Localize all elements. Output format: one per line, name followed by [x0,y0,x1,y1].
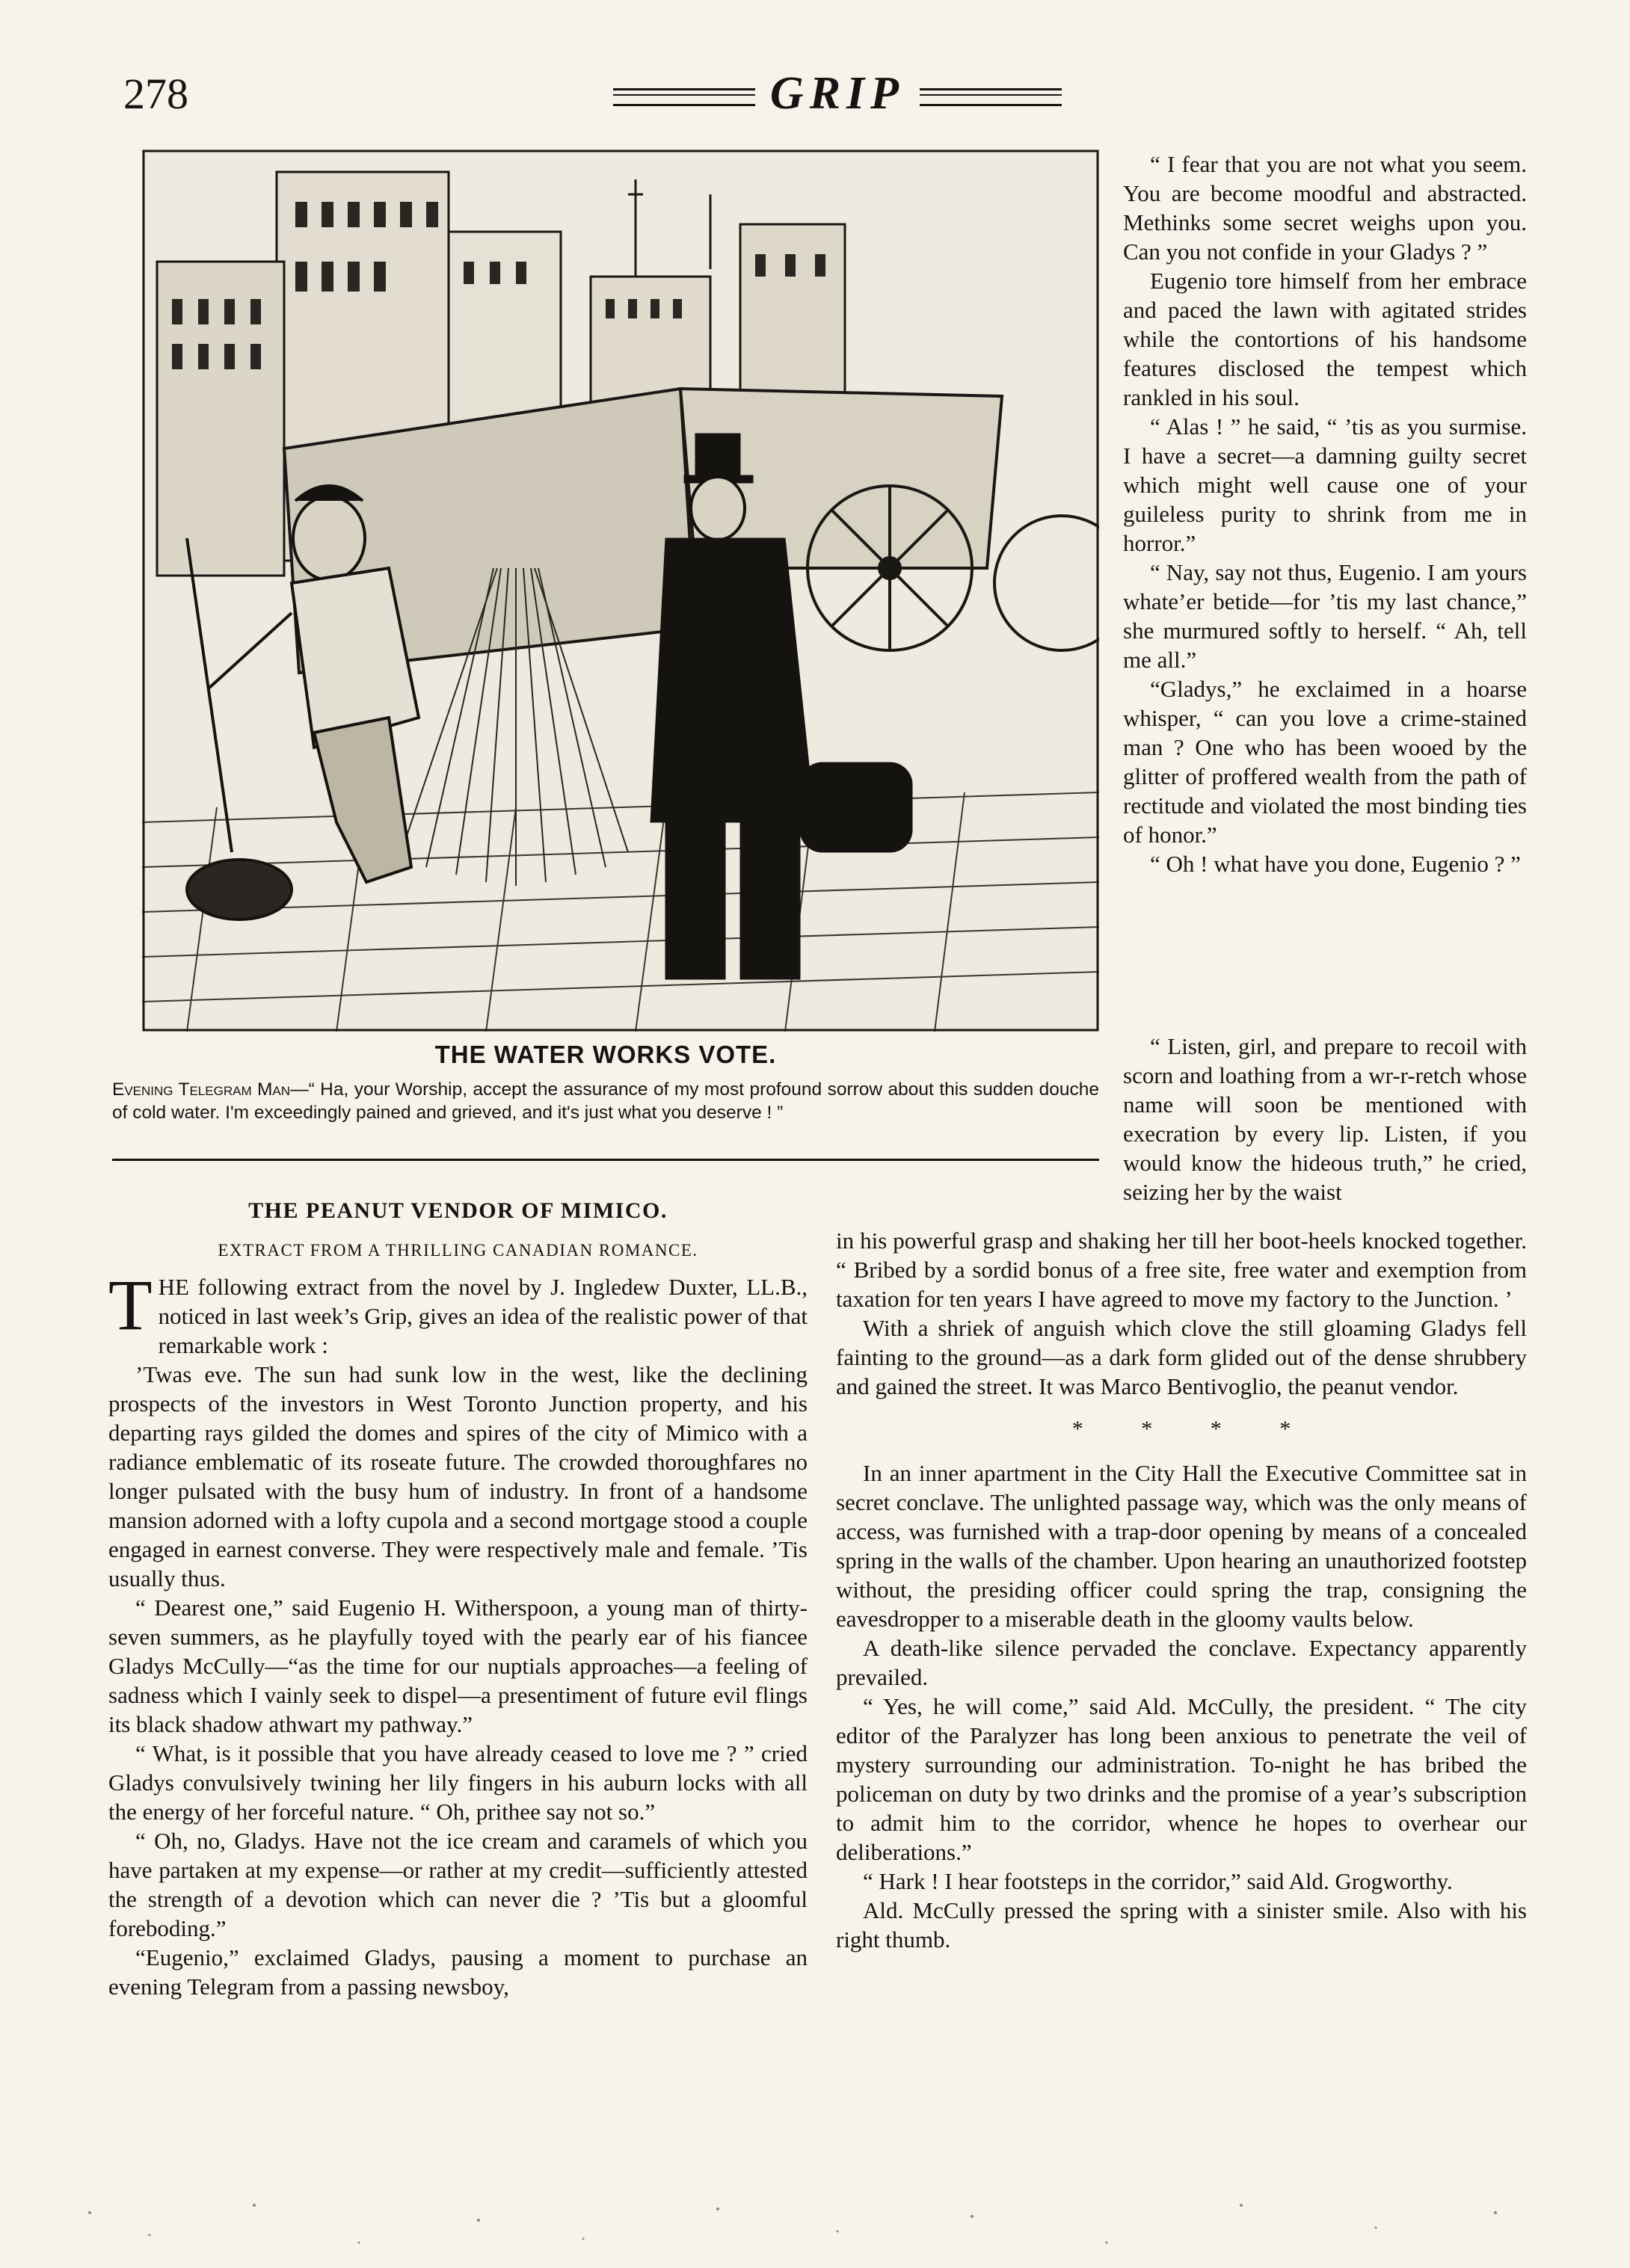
section-break-stars: * * * * [1071,1417,1291,1441]
paragraph: “ Dearest one,” said Eugenio H. Witherspoon, a young man of thirty-seven summers, as he playfully toyed with the pearly ear of his fiancee Gladys McCully—“as the time for our nuptials approaches—a feeling of sadness which I vainly seek to dispel—a presentiment of future evil flings its black shadow athwart my pathway.” [108,1594,808,1737]
section-divider [112,1159,1099,1161]
article-column [108,1196,808,2001]
paragraph: “ Alas ! ” he said, “ ’tis as you surmise. I have a secret—a damning guilty secret which might well cause one of your guileless purity to shrink from me in horror.” [1123,413,1527,556]
page-number: 278 [123,70,188,118]
paragraph: “ Oh, no, Gladys. Have not the ice cream and caramels of which you have partaken at my expense—or rather at my credit—sufficiently attested the strength of a devotion which can never die ? ’Tis but a gloomful foreboding.” [108,1828,808,1941]
paragraph: “ Listen, girl, and prepare to recoil with scorn and loathing from a wr-r-retch whose name will soon be mentioned with execration by every lip. Listen, if you would know the hideous truth,” he cried, seizing her by the waist [1123,1033,1527,1205]
article-title: THE PEANUT VENDOR OF MIMICO. [248,1198,668,1223]
paragraph: In an inner apartment in the City Hall the Executive Committee sat in secret conclave. The unlighted passage way, which was the only means of access, was furnished with a trap-door opening by means of a concealed spring in the walls of the chamber. Upon hearing an unauthorized footstep without, the presiding officer could spring the trap, consigning the eavesdropper to a miserable death in the gloomy vaults below. [836,1460,1527,1632]
paragraph: “ I fear that you are not what you seem. You are become moodful and abstracted. Methinks some secret weighs upon you. Can you not confide in your Gladys ? ” [1123,151,1527,265]
continuation-column [836,1226,1527,1954]
paragraph: Ald. McCully pressed the spring with a sinister smile. Also with his right thumb. [836,1897,1527,1953]
cartoon-caption [112,1078,1099,1124]
paragraph: A death-like silence pervaded the conclave. Expectancy apparently prevailed. [836,1635,1527,1690]
cartoon-quote: —“ Ha, your Worship, accept the assurance of my most profound sorrow about this sudden douche of cold water. I'm exceedingly pained and grieved, and it's just what you deserve ! ” [112,1079,1100,1123]
cartoon-title: THE WATER WORKS VOTE. [434,1041,777,1068]
paragraph: “ Nay, say not thus, Eugenio. I am yours whate’er betide—for ’tis my last chance,” she murmured softly to herself. “ Ah, tell me all.” [1123,559,1527,673]
masthead-title: GRIP [769,68,905,119]
paragraph: “ Yes, he will come,” said Ald. McCully, the president. “ The city editor of the Paralyzer has long been anxious to penetrate the veil of mystery surrounding our administration. To-night he has bribed the policeman on duty by two drinks and the promise of a year’s subscription to admit him to the corridor, whence he hopes to overhear our deliberations.” [836,1693,1527,1865]
cartoon-illustration [142,150,1099,1032]
paragraph: “Eugenio,” exclaimed Gladys, pausing a moment to purchase an evening Telegram from a passing newsboy, [108,1944,808,2000]
paragraph: With a shriek of anguish which clove the still gloaming Gladys fell fainting to the ground—as a dark form glided out of the dense shrubbery and gained the street. It was Marco Bentivoglio, the peanut vendor. [836,1315,1527,1399]
right-column [1123,150,1527,878]
masthead [598,66,1077,126]
paper-specks [60,2190,1570,2258]
paragraph: “ Oh ! what have you done, Eugenio ? ” [1150,851,1521,877]
paragraph: in his powerful grasp and shaking her till her boot-heels knocked together. “ Bribed by a sordid bonus of a free site, free water and exemption from taxation for ten years I have agreed to move my factory to the Junction. ’ [836,1227,1527,1312]
article-lead [108,1265,808,1360]
paragraph: “ Hark ! I hear footsteps in the corridor,” said Ald. Grogworthy. [863,1868,1453,1894]
drop-cap: T [108,1265,153,1345]
narrow-column [1123,1032,1527,1207]
paragraph: Eugenio tore himself from her embrace and paced the lawn with agitated strides while the contortions of his handsome features disclosed the tempest which rankled in his soul. [1123,268,1527,410]
cartoon-speaker: Evening Telegram Man [112,1079,291,1100]
lead-text: HE following extract from the novel by J. Ingledew Duxter, LL.B., noticed in last week’s Grip, gives an idea of the realistic power of that remarkable work : [158,1274,808,1358]
paragraph: “ What, is it possible that you have already ceased to love me ? ” cried Gladys convulsively twining her lily fingers in his auburn locks with all the energy of her forceful nature. “ Oh, prithee say not so.” [108,1740,808,1825]
article-subtitle: EXTRACT FROM A THRILLING CANADIAN ROMANCE. [218,1241,698,1260]
paragraph: “Gladys,” he exclaimed in a hoarse whisper, “ can you love a crime-stained man ? One who has been wooed by the glitter of proffered wealth from the path of rectitude and violated the most binding ties of honor.” [1123,676,1527,848]
paragraph: ’Twas eve. The sun had sunk low in the west, like the declining prospects of the investors in West Toronto Junction property, and his departing rays gilded the domes and spires of the city of Mimico with a radiance emblematic of its roseate future. The crowded thoroughfares no longer pulsated with the busy hum of industry. In front of a handsome mansion adorned with a lofty cupola and a second mortgage stood a couple engaged in earnest converse. They were respectively male and female. ’Tis usually thus. [108,1361,808,1591]
